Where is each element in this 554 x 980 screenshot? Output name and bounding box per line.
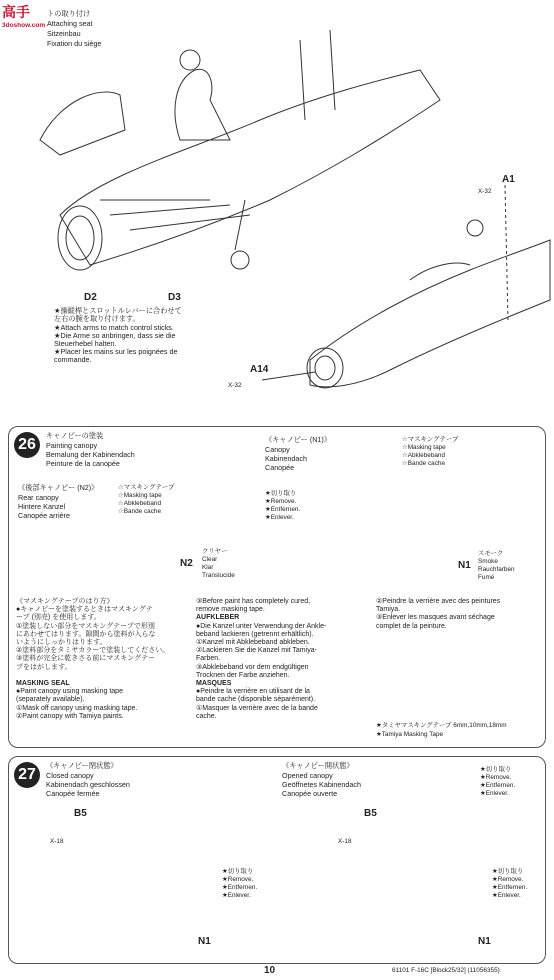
step25-note-6: ★Placer les mains sur les poignées de	[54, 347, 178, 356]
canopy-n1-fr: Canopée	[265, 463, 295, 472]
tamiya-tape-en: ★Tamiya Masking Tape	[376, 731, 444, 738]
rear-canopy-jp: 《後部キャノピー (N2)》	[18, 483, 99, 492]
rear-canopy-fr: Canopée arrière	[18, 511, 70, 520]
cut-note-4: ★Enlever.	[265, 514, 294, 521]
page-number: 10	[264, 965, 276, 976]
step26-title-jp: キャノピーの塗装	[46, 431, 104, 440]
tamiya-tape-jp: ★タミヤマスキングテープ 6mm,10mm,18mm	[376, 722, 507, 729]
part-d2-label: D2	[84, 292, 97, 303]
step25-note-7: commande.	[54, 355, 92, 364]
smoke-label-2: Smoke	[478, 558, 498, 565]
jp-instructions: 《マスキングテープのはり方》 ●キャノピーを塗装するときはマスキングテ ープ (別売) を使用します。 ①塗装しない部分をマスキングテープで形別 にあわせてはります。隙間から塗料が入らな いようにしっかりはります。 ②塗料部分をタミヤカラーで塗装してください。 ③塗料が完全に乾きさる前にマスキングテー プをはがします。	[16, 598, 170, 671]
screw-x32-label-1: X-32	[478, 188, 492, 195]
rear-canopy-en: Rear canopy	[18, 493, 59, 502]
mask-legend2-2: ☆Masking tape	[118, 492, 162, 499]
clear-label-3: Klar	[202, 564, 214, 571]
closed-canopy-de: Kabinendach geschlossen	[46, 780, 130, 789]
step26-title-de: Bemalung der Kabinendach	[46, 450, 135, 459]
step25-note-4: ★Die Arme so anbringen, dass sie die	[54, 331, 176, 340]
step26-title-fr: Peinture de la canopée	[46, 459, 120, 468]
smoke-label-3: Rauchfarben	[478, 566, 515, 573]
part-a14-label: A14	[250, 364, 269, 375]
cut-note-2: ★Remove.	[265, 498, 297, 505]
mask-legend2-1: ☆マスキングテープ	[118, 484, 175, 491]
part-d3-label: D3	[168, 292, 181, 303]
part-b5-closed: B5	[74, 808, 87, 819]
step25-note-2: 左右の腕を取り付けます。	[54, 314, 140, 323]
step27-number: 27	[14, 762, 40, 788]
smoke-label-4: Fumé	[478, 574, 495, 581]
part-n1-label: N1	[458, 560, 471, 571]
fr-instructions: ②Peindre la verrière avec des peintures Tamiya. ③Enlever les masques avant séchage complet de la peinture.	[376, 598, 501, 630]
open-cut-1: ★切り取り	[480, 766, 512, 773]
clear-label-4: Translucide	[202, 572, 235, 579]
open-cut-mid-2: ★Remove.	[492, 876, 524, 883]
mask-legend-1: ☆マスキングテープ	[402, 436, 459, 443]
mask-legend2-3: ☆Abklebeband	[118, 500, 162, 507]
de-instructions: ③Before paint has completely cured, remove masking tape. AUFKLEBER ●Die Kanzel unter Verwendung der Ankle- beband lackieren (getrennt erhältlich). ①Kanzel mit Abklebeband abkleben. ②Lackieren Sie die Kanzel mit Tamiya- Farben. ③Abklebeband vor dem endgültigen Trocknen der Farbe anziehen. MASQUES ●Peindre la verrière en utilisant de la bande cache (disponible séparément). ①Masquer la verrière avec de la bande cache.	[196, 598, 327, 720]
part-b5-open: B5	[364, 808, 377, 819]
screw-x18-closed: X-18	[50, 838, 64, 845]
clear-label-1: クリヤー	[202, 548, 228, 555]
mask-legend-3: ☆Abklebeband	[402, 452, 446, 459]
watermark-logo: 高手	[2, 4, 30, 20]
canopy-n1-en: Canopy	[265, 445, 290, 454]
closed-cut-1: ★切り取り	[222, 868, 254, 875]
open-cut-2: ★Remove.	[480, 774, 512, 781]
rear-canopy-de: Hintere Kanzel	[18, 502, 66, 511]
step25-title-de: Sitzeinbau	[47, 29, 81, 38]
opened-canopy-jp: 《キャノピー開状態》	[282, 761, 354, 770]
footer-code: 61101 F-16C [Block25/32] (11056355)	[392, 967, 500, 974]
open-cut-mid-4: ★Enlever.	[492, 892, 521, 899]
part-a1-label: A1	[502, 174, 515, 185]
mask-legend-4: ☆Bande cache	[402, 460, 446, 467]
watermark-url: 3doshow.com	[2, 22, 46, 29]
open-cut-3: ★Entfernen.	[480, 782, 516, 789]
cut-note-3: ★Entfernen.	[265, 506, 301, 513]
closed-canopy-en: Closed canopy	[46, 771, 94, 780]
step26-title-en: Painting canopy	[46, 441, 98, 450]
open-cut-mid-3: ★Entfernen.	[492, 884, 528, 891]
step25-note-1: ★操縦桿とスロットルレバーに合わせて	[54, 306, 182, 315]
step26-number: 26	[14, 432, 40, 458]
screw-x32-label-2: X-32	[228, 382, 242, 389]
cut-note-1: ★切り取り	[265, 490, 297, 497]
mask-legend2-4: ☆Bande cache	[118, 508, 162, 515]
open-cut-mid-1: ★切り取り	[492, 868, 524, 875]
clear-label-2: Clear	[202, 556, 218, 563]
tape-sizes: 6mm,10mm,18mm	[453, 722, 507, 729]
part-n1-open: N1	[478, 936, 491, 947]
canopy-n1-jp: 《キャノピー (N1)》	[265, 435, 331, 444]
step25-title-en: Attaching seat	[47, 19, 93, 28]
step25-note-3: ★Attach arms to match control sticks.	[54, 323, 174, 332]
screw-x18-open: X-18	[338, 838, 352, 845]
opened-canopy-de: Geöffnetes Kabinendach	[282, 780, 361, 789]
en-instructions: MASKING SEAL ●Paint canopy using masking tape (separately available). ①Mask off canopy using masking tape. ②Paint canopy with Tamiya paints.	[16, 680, 138, 720]
fuselage-front-illustration	[40, 30, 440, 270]
canopy-n1-de: Kabinendach	[265, 454, 307, 463]
opened-canopy-fr: Canopée ouverte	[282, 789, 338, 798]
part-n2-label: N2	[180, 558, 193, 569]
closed-cut-3: ★Entfernen.	[222, 884, 258, 891]
closed-canopy-jp: 《キャノピー閉状態》	[46, 761, 118, 770]
fuselage-rear-illustration	[262, 185, 550, 388]
step25-note-5: Steuerhebel halten.	[54, 339, 117, 348]
step25-title-jp: トの取り付け	[47, 9, 91, 18]
smoke-label-1: スモーク	[478, 550, 504, 557]
closed-cut-2: ★Remove.	[222, 876, 254, 883]
step25-title-fr: Fixation du siège	[47, 39, 102, 48]
closed-cut-4: ★Enlever.	[222, 892, 251, 899]
part-n1-closed: N1	[198, 936, 211, 947]
mask-legend-2: ☆Masking tape	[402, 444, 446, 451]
opened-canopy-en: Opened canopy	[282, 771, 333, 780]
closed-canopy-fr: Canopée fermée	[46, 789, 100, 798]
open-cut-4: ★Enlever.	[480, 790, 509, 797]
